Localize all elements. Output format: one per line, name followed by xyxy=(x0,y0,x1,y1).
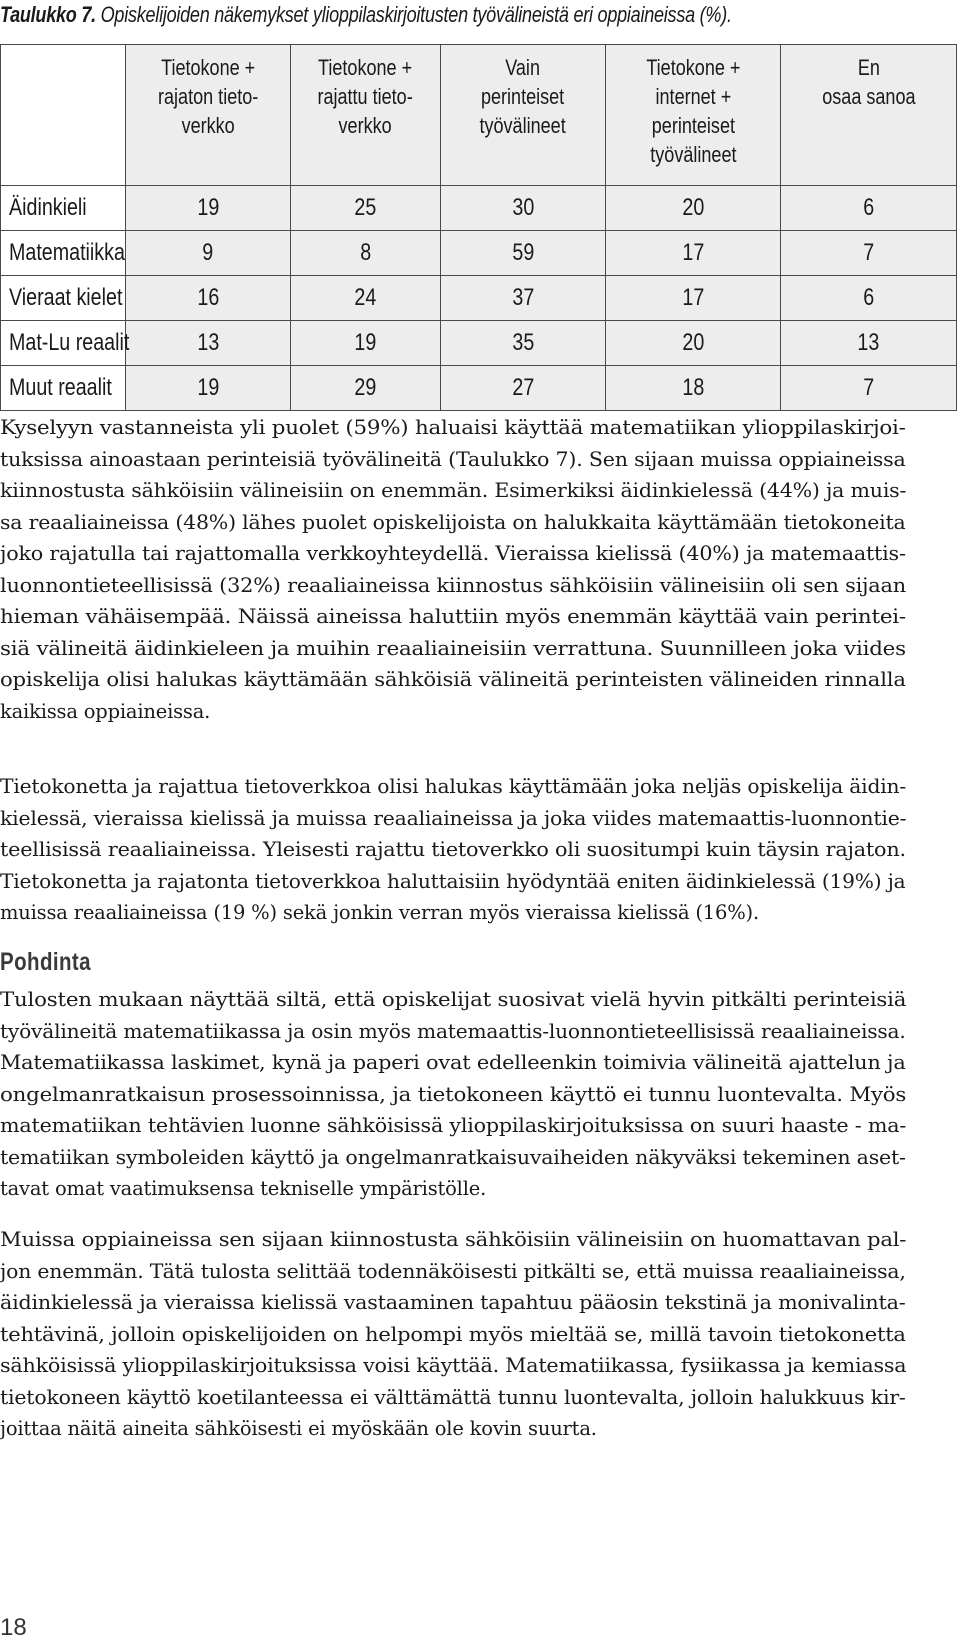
text-line: opiskelija olisi halukas käyttämään sähköisiä välineitä perinteisten välineiden rinnalla xyxy=(0,668,906,691)
table-cell: 29 xyxy=(291,366,441,411)
text-line: joittaa näitä aineita sähköisesti ei myöskään ole kovin suurta. xyxy=(0,1417,597,1440)
column-header-line: Tietokone + xyxy=(160,55,256,80)
text-line: tehtävinä, jolloin opiskelijoiden on helpompi myös mieltää se, millä tavoin tietokonetta xyxy=(0,1322,906,1346)
table-cell: 27 xyxy=(441,366,606,411)
column-header xyxy=(781,45,957,186)
table-cell: 17 xyxy=(606,276,781,321)
text-line: luonnontieteellisissä (32%) reaaliaineissa kiinnostus sähköisiin välineisiin oli sen sijaan xyxy=(0,573,906,597)
table-cell: 13 xyxy=(126,321,291,366)
paragraph-other-subjects xyxy=(0,1224,960,1445)
table-cell: 13 xyxy=(781,321,957,366)
table-cell: 19 xyxy=(126,366,291,411)
column-header-line: perinteiset xyxy=(651,113,735,138)
text-line: muissa reaaliaineissa (19 %) sekä jonkin verran myös vieraissa kielissä (16%). xyxy=(0,901,759,924)
text-line: Tietokonetta ja rajatonta tietoverkkoa haluttaisiin hyödyntää eniten äidinkielessä (19%) ja xyxy=(0,869,906,893)
text-line: Tietokonetta ja rajattua tietoverkkoa olisi halukas käyttämään joka neljäs opiskelija äidin- xyxy=(0,775,907,798)
table-row xyxy=(1,186,957,231)
text-line: Tulosten mukaan näyttää siltä, että opiskelijat suosivat vielä hyvin pitkälti perinteisiä xyxy=(0,988,907,1011)
column-header-line: rajaton tieto- xyxy=(157,84,259,109)
column-header-line: perinteiset xyxy=(481,84,565,109)
column-header-line: En xyxy=(857,55,880,80)
table-caption xyxy=(0,2,787,28)
column-header xyxy=(126,45,291,186)
text-line: ongelmanratkaisun prosessoinnissa, ja tietokoneen käyttö ei tunnu luontevalta. Myös xyxy=(0,1082,907,1106)
caption-text: Opiskelijoiden näkemykset ylioppilaskirjoitusten työvälineistä eri oppiaineissa (%). xyxy=(100,2,732,27)
row-subject: Vieraat kielet xyxy=(1,276,126,321)
table-cell: 8 xyxy=(291,231,441,276)
paragraph-network xyxy=(0,771,960,929)
table-cell: 9 xyxy=(126,231,291,276)
text-line: jon enemmän. Tätä tulosta selittää todennäköisesti pitkälti se, että muissa reaaliaineissa, xyxy=(0,1259,906,1283)
column-header-line: rajattu tieto- xyxy=(317,84,414,109)
paragraph-results xyxy=(0,412,960,727)
table-corner-cell xyxy=(1,45,126,186)
table-cell: 37 xyxy=(441,276,606,321)
table-cell: 30 xyxy=(441,186,606,231)
table-body xyxy=(1,186,957,411)
text-line: hieman vähäisempää. Näissä aineissa haluttiin myös enemmän käyttää vain perintei- xyxy=(0,605,906,628)
text-line: kiinnostusta sähköisiin välineisiin on enemmän. Esimerkiksi äidinkielessä (44%) ja muis- xyxy=(0,479,907,502)
column-header-line: verkko xyxy=(181,113,235,138)
column-header-line: Vain xyxy=(505,55,541,80)
text-line: Kyselyyn vastanneista yli puolet (59%) haluaisi käyttää matematiikan ylioppilaskirjoi- xyxy=(0,416,906,439)
column-header-line: internet + xyxy=(655,84,731,109)
text-line: tuksissa ainoastaan perinteisiä työvälineitä (Taulukko 7). Sen sijaan muissa oppiaineissa xyxy=(0,447,906,471)
column-header-line: Tietokone + xyxy=(318,55,413,80)
column-header-line: työvälineet xyxy=(479,113,567,138)
table-cell: 35 xyxy=(441,321,606,366)
column-header xyxy=(441,45,606,186)
section-heading: Pohdinta xyxy=(0,948,91,976)
page-number: 18 xyxy=(0,1614,27,1641)
row-subject: Äidinkieli xyxy=(1,186,126,231)
text-line: äidinkielessä ja vieraissa kielissä vastaaminen tapahtuu pääosin tekstinä ja monivalinta- xyxy=(0,1291,906,1314)
text-line: Muissa oppiaineissa sen sijaan kiinnostusta sähköisiin välineisiin on huomattavan pal- xyxy=(0,1228,907,1251)
table-cell: 6 xyxy=(781,276,957,321)
text-line: teellisissä reaaliaineissa. Yleisesti rajattu tietoverkko oli suositumpi kuin täysin rajaton. xyxy=(0,838,906,861)
row-subject: Matematiikka xyxy=(1,231,126,276)
table-row xyxy=(1,366,957,411)
table-cell: 6 xyxy=(781,186,957,231)
text-line: siä välineitä äidinkieleen ja muihin reaaliaineisiin verrattuna. Suunnilleen joka viides xyxy=(0,636,906,660)
table-cell: 19 xyxy=(126,186,291,231)
table-header-row xyxy=(1,45,957,186)
table-cell: 59 xyxy=(441,231,606,276)
survey-table xyxy=(0,44,957,411)
text-line: kielessä, vieraissa kielissä ja muissa reaaliaineissa ja joka viides matemaattis-luonnontie- xyxy=(0,806,907,830)
table-cell: 25 xyxy=(291,186,441,231)
text-line: kaikissa oppiaineissa. xyxy=(0,699,211,723)
table-cell: 24 xyxy=(291,276,441,321)
row-subject: Muut reaalit xyxy=(1,366,126,411)
table-cell: 7 xyxy=(781,231,957,276)
table-cell: 7 xyxy=(781,366,957,411)
text-line: tietokoneen käyttö koetilanteessa ei välttämättä tunnu luontevalta, jolloin halukkuus kir- xyxy=(0,1385,906,1409)
row-subject: Mat-Lu reaalit xyxy=(1,321,126,366)
table-cell: 19 xyxy=(291,321,441,366)
text-line: sähköisissä ylioppilaskirjoituksissa voisi käyttää. Matematiikassa, fysiikassa ja kemiassa xyxy=(0,1354,907,1377)
table-row xyxy=(1,231,957,276)
table-cell: 17 xyxy=(606,231,781,276)
text-line: joko rajatulla tai rajattomalla verkkoyhteydellä. Vieraissa kielissä (40%) ja matemaattis- xyxy=(0,542,906,565)
column-header-line: osaa sanoa xyxy=(821,84,916,109)
column-header-line: työvälineet xyxy=(649,142,737,167)
text-line: Matematiikassa laskimet, kynä ja paperi ovat edelleenkin toimivia välineitä ajattelun ja xyxy=(0,1051,906,1074)
column-header xyxy=(606,45,781,186)
table-row xyxy=(1,276,957,321)
text-line: sa reaaliaineissa (48%) lähes puolet opiskelijoista on halukkaita käyttämään tietokoneita xyxy=(0,510,906,534)
paragraph-discussion xyxy=(0,984,960,1205)
text-line: tavat omat vaatimuksensa tekniselle ympäristölle. xyxy=(0,1177,487,1200)
column-header-line: verkko xyxy=(338,113,393,138)
caption-label: Taulukko 7. xyxy=(0,2,96,27)
text-line: matematiikan tehtävien luonne sähköisissä ylioppilaskirjoituksissa on suuri haaste - ma- xyxy=(0,1114,907,1137)
table-cell: 18 xyxy=(606,366,781,411)
table-cell: 20 xyxy=(606,321,781,366)
table-cell: 20 xyxy=(606,186,781,231)
table-cell: 16 xyxy=(126,276,291,321)
table-row xyxy=(1,321,957,366)
column-header-line: Tietokone + xyxy=(645,55,741,80)
text-line: tematiikan symboleiden käyttö ja ongelmanratkaisuvaiheiden näkyväksi tekeminen aset- xyxy=(0,1145,906,1169)
text-line: työvälineitä matematiikassa ja osin myös matemaattis-luonnontieteellisissä reaaliaineissa. xyxy=(0,1019,906,1043)
column-header xyxy=(291,45,441,186)
